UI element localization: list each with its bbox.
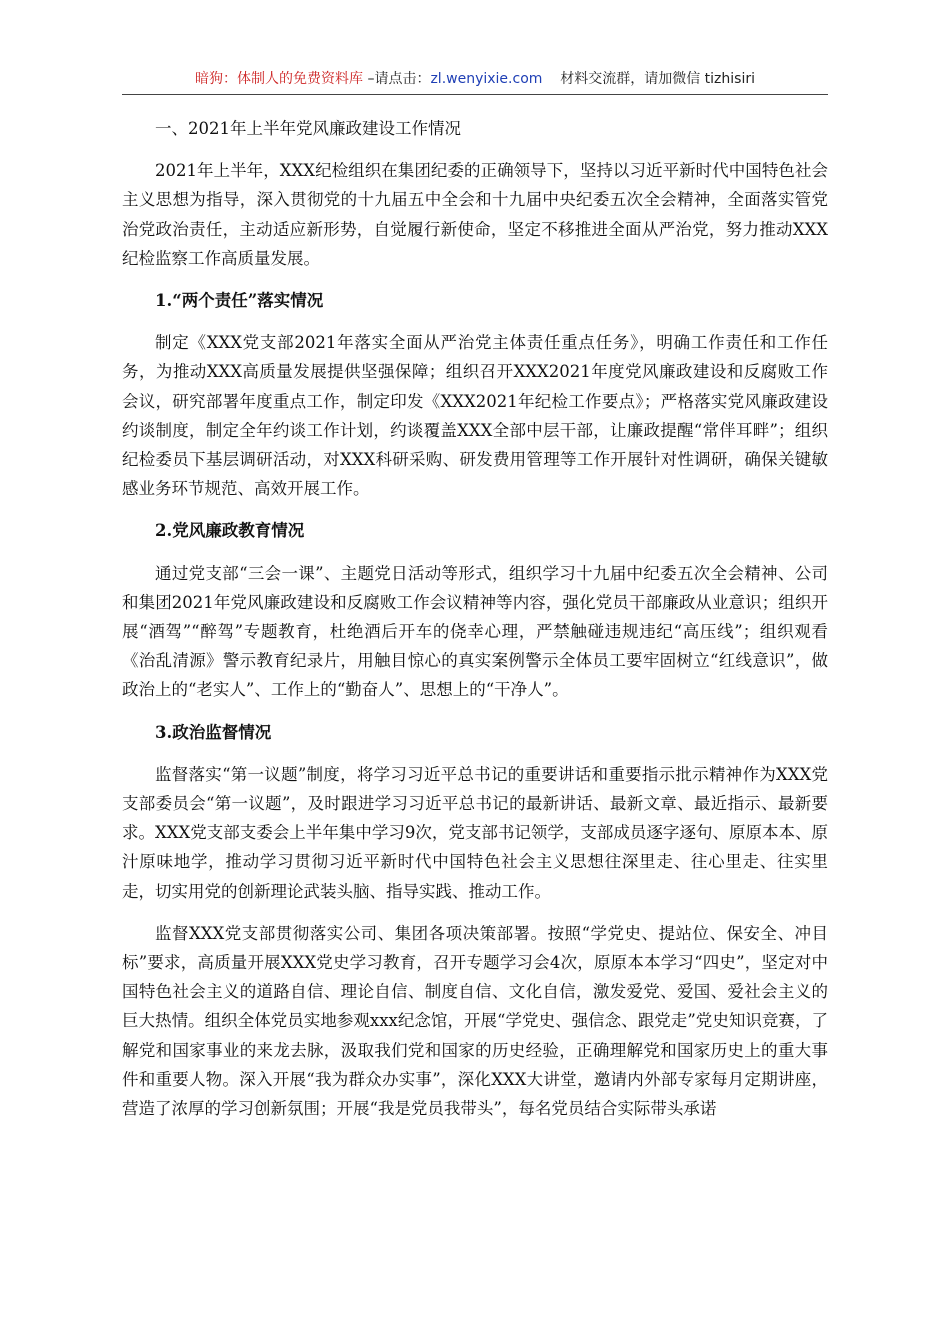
page-header bbox=[122, 68, 828, 95]
header-click-prompt: –请点击： bbox=[363, 71, 431, 87]
document-body bbox=[122, 114, 828, 1123]
header-wechat-note: 材料交流群，请加微信 tizhisiri bbox=[560, 71, 755, 87]
header-site-name: 暗狗：体制人的免费资料库 bbox=[195, 71, 363, 87]
section-title: 一、2021年上半年党风廉政建设工作情况 bbox=[155, 119, 461, 138]
intro-paragraph: 2021年上半年，XXX纪检组织在集团纪委的正确领导下，坚持以习近平新时代中国特色社会主义思想为指导，深入贯彻党的十九届五中全会和十九届中央纪委五次全会精神，全面落实管党治党政治责任，主动适应新形势，自觉履行新使命，坚定不移推进全面从严治党，努力推动XXX纪检监察工作高质量发展。 bbox=[122, 161, 828, 268]
paragraph-responsibilities: 制定《XXX党支部2021年落实全面从严治党主体责任重点任务》，明确工作责任和工作任务，为推动XXX高质量发展提供坚强保障；组织召开XXX2021年度党风廉政建设和反腐败工作会议，研究部署年度重点工作，制定印发《XXX2021年纪检工作要点》；严格落实党风廉政建设约谈制度，制定全年约谈工作计划，约谈覆盖XXX全部中层干部，让廉政提醒“常伴耳畔”；组织纪检委员下基层调研活动，对XXX科研采购、研发费用管理等工作开展针对性调研，确保关键敏感业务环节规范、高效开展工作。 bbox=[122, 333, 828, 499]
header-site-link[interactable]: zl.wenyixie.com bbox=[430, 71, 543, 87]
paragraph-education: 通过党支部“三会一课”、主题党日活动等形式，组织学习十九届中纪委五次全会精神、公司和集团2021年党风廉政建设和反腐败工作会议精神等内容，强化党员干部廉政从业意识；组织开展“酒驾”“醉驾”专题教育，杜绝酒后开车的侥幸心理，严禁触碰违规违纪“高压线”；组织观看《治乱清源》警示教育纪录片，用触目惊心的真实案例警示全体员工要牢固树立“红线意识”，做政治上的“老实人”、工作上的“勤奋人”、思想上的“干净人”。 bbox=[122, 563, 828, 700]
paragraph-decision-supervision: 监督XXX党支部贯彻落实公司、集团各项决策部署。按照“学党史、提站位、保安全、冲目标”要求，高质量开展XXX党史学习教育，召开专题学习会4次，原原本本学习“四史”，坚定对中国特色社会主义的道路自信、理论自信、制度自信、文化自信，激发爱党、爱国、爱社会主义的巨大热情。组织全体党员实地参观xxx纪念馆，开展“学党史、强信念、跟党走”党史知识竞赛，了解党和国家事业的来龙去脉，汲取我们党和国家的历史经验，正确理解党和国家历史上的重大事件和重要人物。深入开展“我为群众办实事”，深化XXX大讲堂，邀请内外部专家每月定期讲座，营造了浓厚的学习创新氛围；开展“我是党员我带头”，每名党员结合实际带头承诺 bbox=[122, 923, 828, 1119]
heading-responsibilities: 1.“两个责任”落实情况 bbox=[155, 291, 324, 311]
heading-political-supervision: 3.政治监督情况 bbox=[155, 722, 272, 742]
heading-education: 2.党风廉政教育情况 bbox=[155, 521, 305, 541]
paragraph-first-agenda: 监督落实“第一议题”制度，将学习习近平总书记的重要讲话和重要指示批示精神作为XXX党支部委员会“第一议题”，及时跟进学习习近平总书记的最新讲话、最新文章、最近指示、最新要求。XXX党支部支委会上半年集中学习9次，党支部书记领学，支部成员逐字逐句、原原本本、原汁原味地学，推动学习贯彻习近平新时代中国特色社会主义思想往深里走、往心里走、往实里走，切实用党的创新理论武装头脑、指导实践、推动工作。 bbox=[122, 764, 828, 901]
